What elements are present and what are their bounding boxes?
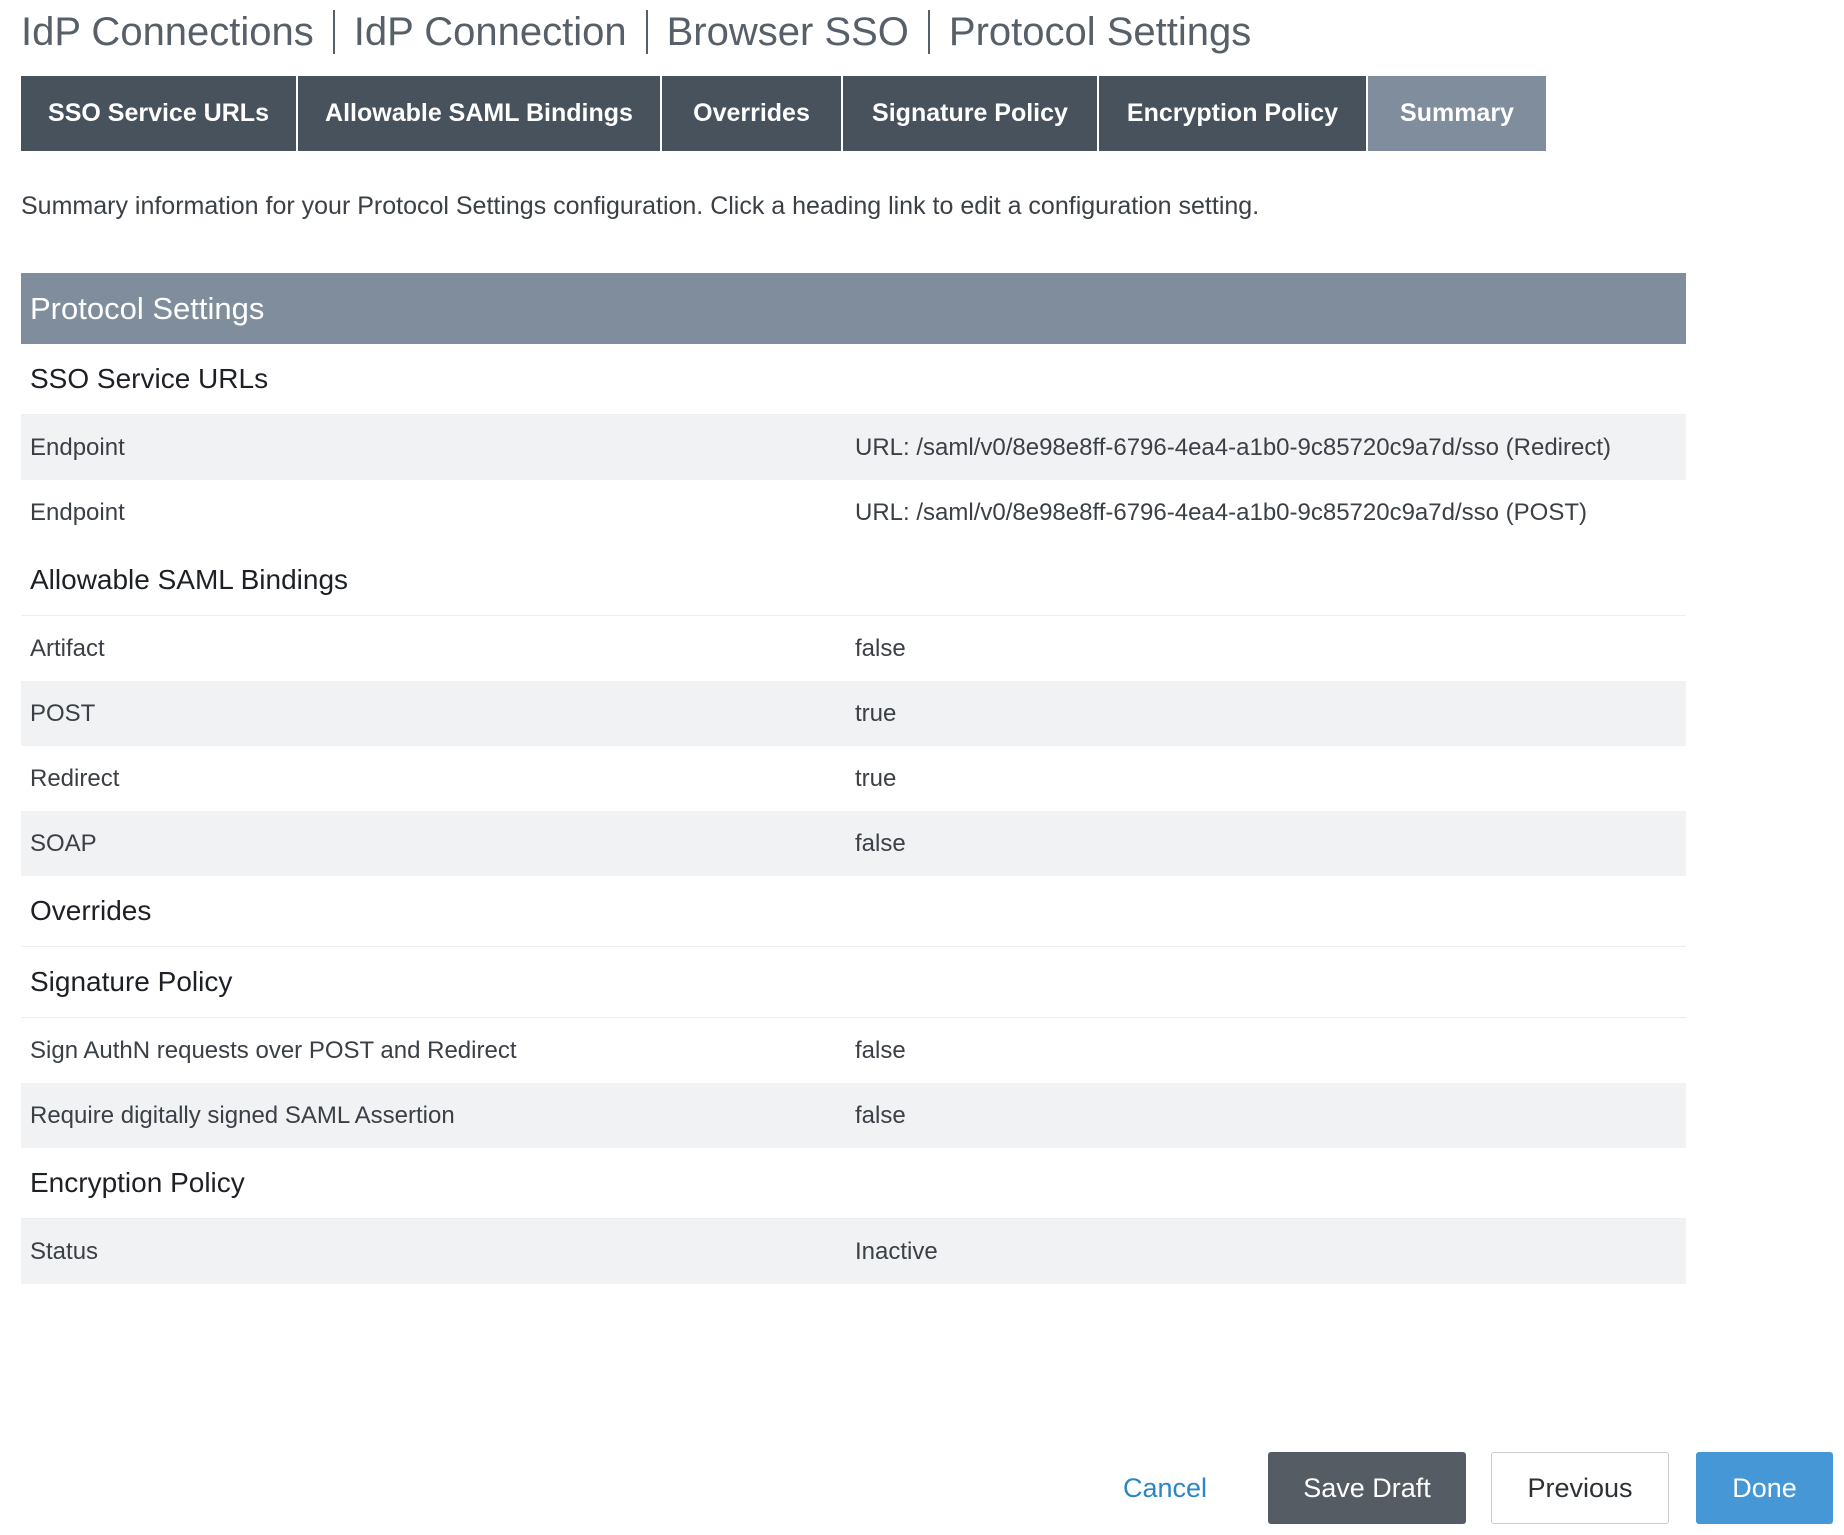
summary-row (21, 1083, 1686, 1148)
row-label: Sign AuthN requests over POST and Redirect (30, 1036, 517, 1064)
row-value: false (855, 1101, 906, 1129)
tab-overrides[interactable]: Overrides (662, 76, 843, 151)
summary-row (21, 1219, 1686, 1284)
row-label: POST (30, 699, 96, 727)
breadcrumb-item-protocol-settings: Protocol Settings (948, 9, 1252, 54)
row-label: Endpoint (30, 498, 125, 526)
summary-row (21, 616, 1686, 681)
summary-row (21, 681, 1686, 746)
tab-encryption-policy[interactable]: Encryption Policy (1099, 76, 1368, 151)
row-label: Endpoint (30, 433, 125, 461)
breadcrumb-separator (333, 10, 335, 54)
row-value: true (855, 699, 897, 727)
done-button[interactable]: Done (1696, 1452, 1833, 1524)
section-heading-overrides[interactable]: Overrides (21, 876, 1686, 947)
row-label: Status (30, 1237, 99, 1265)
footer-actions (0, 1452, 1844, 1524)
page-description: Summary information for your Protocol Settings configuration. Click a heading link to edit a configuration setting. (21, 192, 1260, 220)
row-value: false (855, 829, 906, 857)
section-heading-encryption-policy[interactable]: Encryption Policy (21, 1148, 1686, 1219)
breadcrumb-item-idp-connection: IdP Connection (353, 9, 627, 54)
tab-summary[interactable]: Summary (1368, 76, 1546, 151)
row-label: Artifact (30, 634, 105, 662)
row-label: Require digitally signed SAML Assertion (30, 1101, 455, 1129)
summary-panel (21, 273, 1686, 1284)
row-value: Inactive (855, 1237, 938, 1265)
summary-row (21, 480, 1686, 545)
breadcrumb-item-idp-connections: IdP Connections (21, 9, 314, 54)
summary-panel-title: Protocol Settings (21, 273, 1686, 344)
row-label: Redirect (30, 764, 120, 792)
breadcrumb-separator (928, 10, 930, 54)
tab-allowable-saml-bindings[interactable]: Allowable SAML Bindings (298, 76, 662, 151)
row-value: true (855, 764, 897, 792)
tab-signature-policy[interactable]: Signature Policy (843, 76, 1099, 151)
tab-bar (21, 76, 1546, 151)
row-value: URL: /saml/v0/8e98e8ff-6796-4ea4-a1b0-9c85720c9a7d/sso (Redirect) (855, 433, 1612, 461)
breadcrumb-item-browser-sso: Browser SSO (666, 9, 909, 54)
section-heading-allowable-saml-bindings[interactable]: Allowable SAML Bindings (21, 545, 1686, 616)
cancel-button[interactable]: Cancel (1122, 1472, 1208, 1503)
previous-button[interactable]: Previous (1491, 1452, 1669, 1524)
summary-row (21, 811, 1686, 876)
section-heading-sso-service-urls[interactable]: SSO Service URLs (21, 344, 1686, 415)
breadcrumb (21, 6, 1251, 58)
breadcrumb-separator (646, 10, 648, 54)
row-value: URL: /saml/v0/8e98e8ff-6796-4ea4-a1b0-9c85720c9a7d/sso (POST) (855, 498, 1587, 526)
section-heading-signature-policy[interactable]: Signature Policy (21, 947, 1686, 1018)
row-value: false (855, 1036, 906, 1064)
tab-sso-service-urls[interactable]: SSO Service URLs (21, 76, 298, 151)
save-draft-button[interactable]: Save Draft (1268, 1452, 1466, 1524)
row-value: false (855, 634, 906, 662)
summary-row (21, 1018, 1686, 1083)
summary-row (21, 746, 1686, 811)
row-label: SOAP (30, 829, 97, 857)
summary-row (21, 415, 1686, 480)
